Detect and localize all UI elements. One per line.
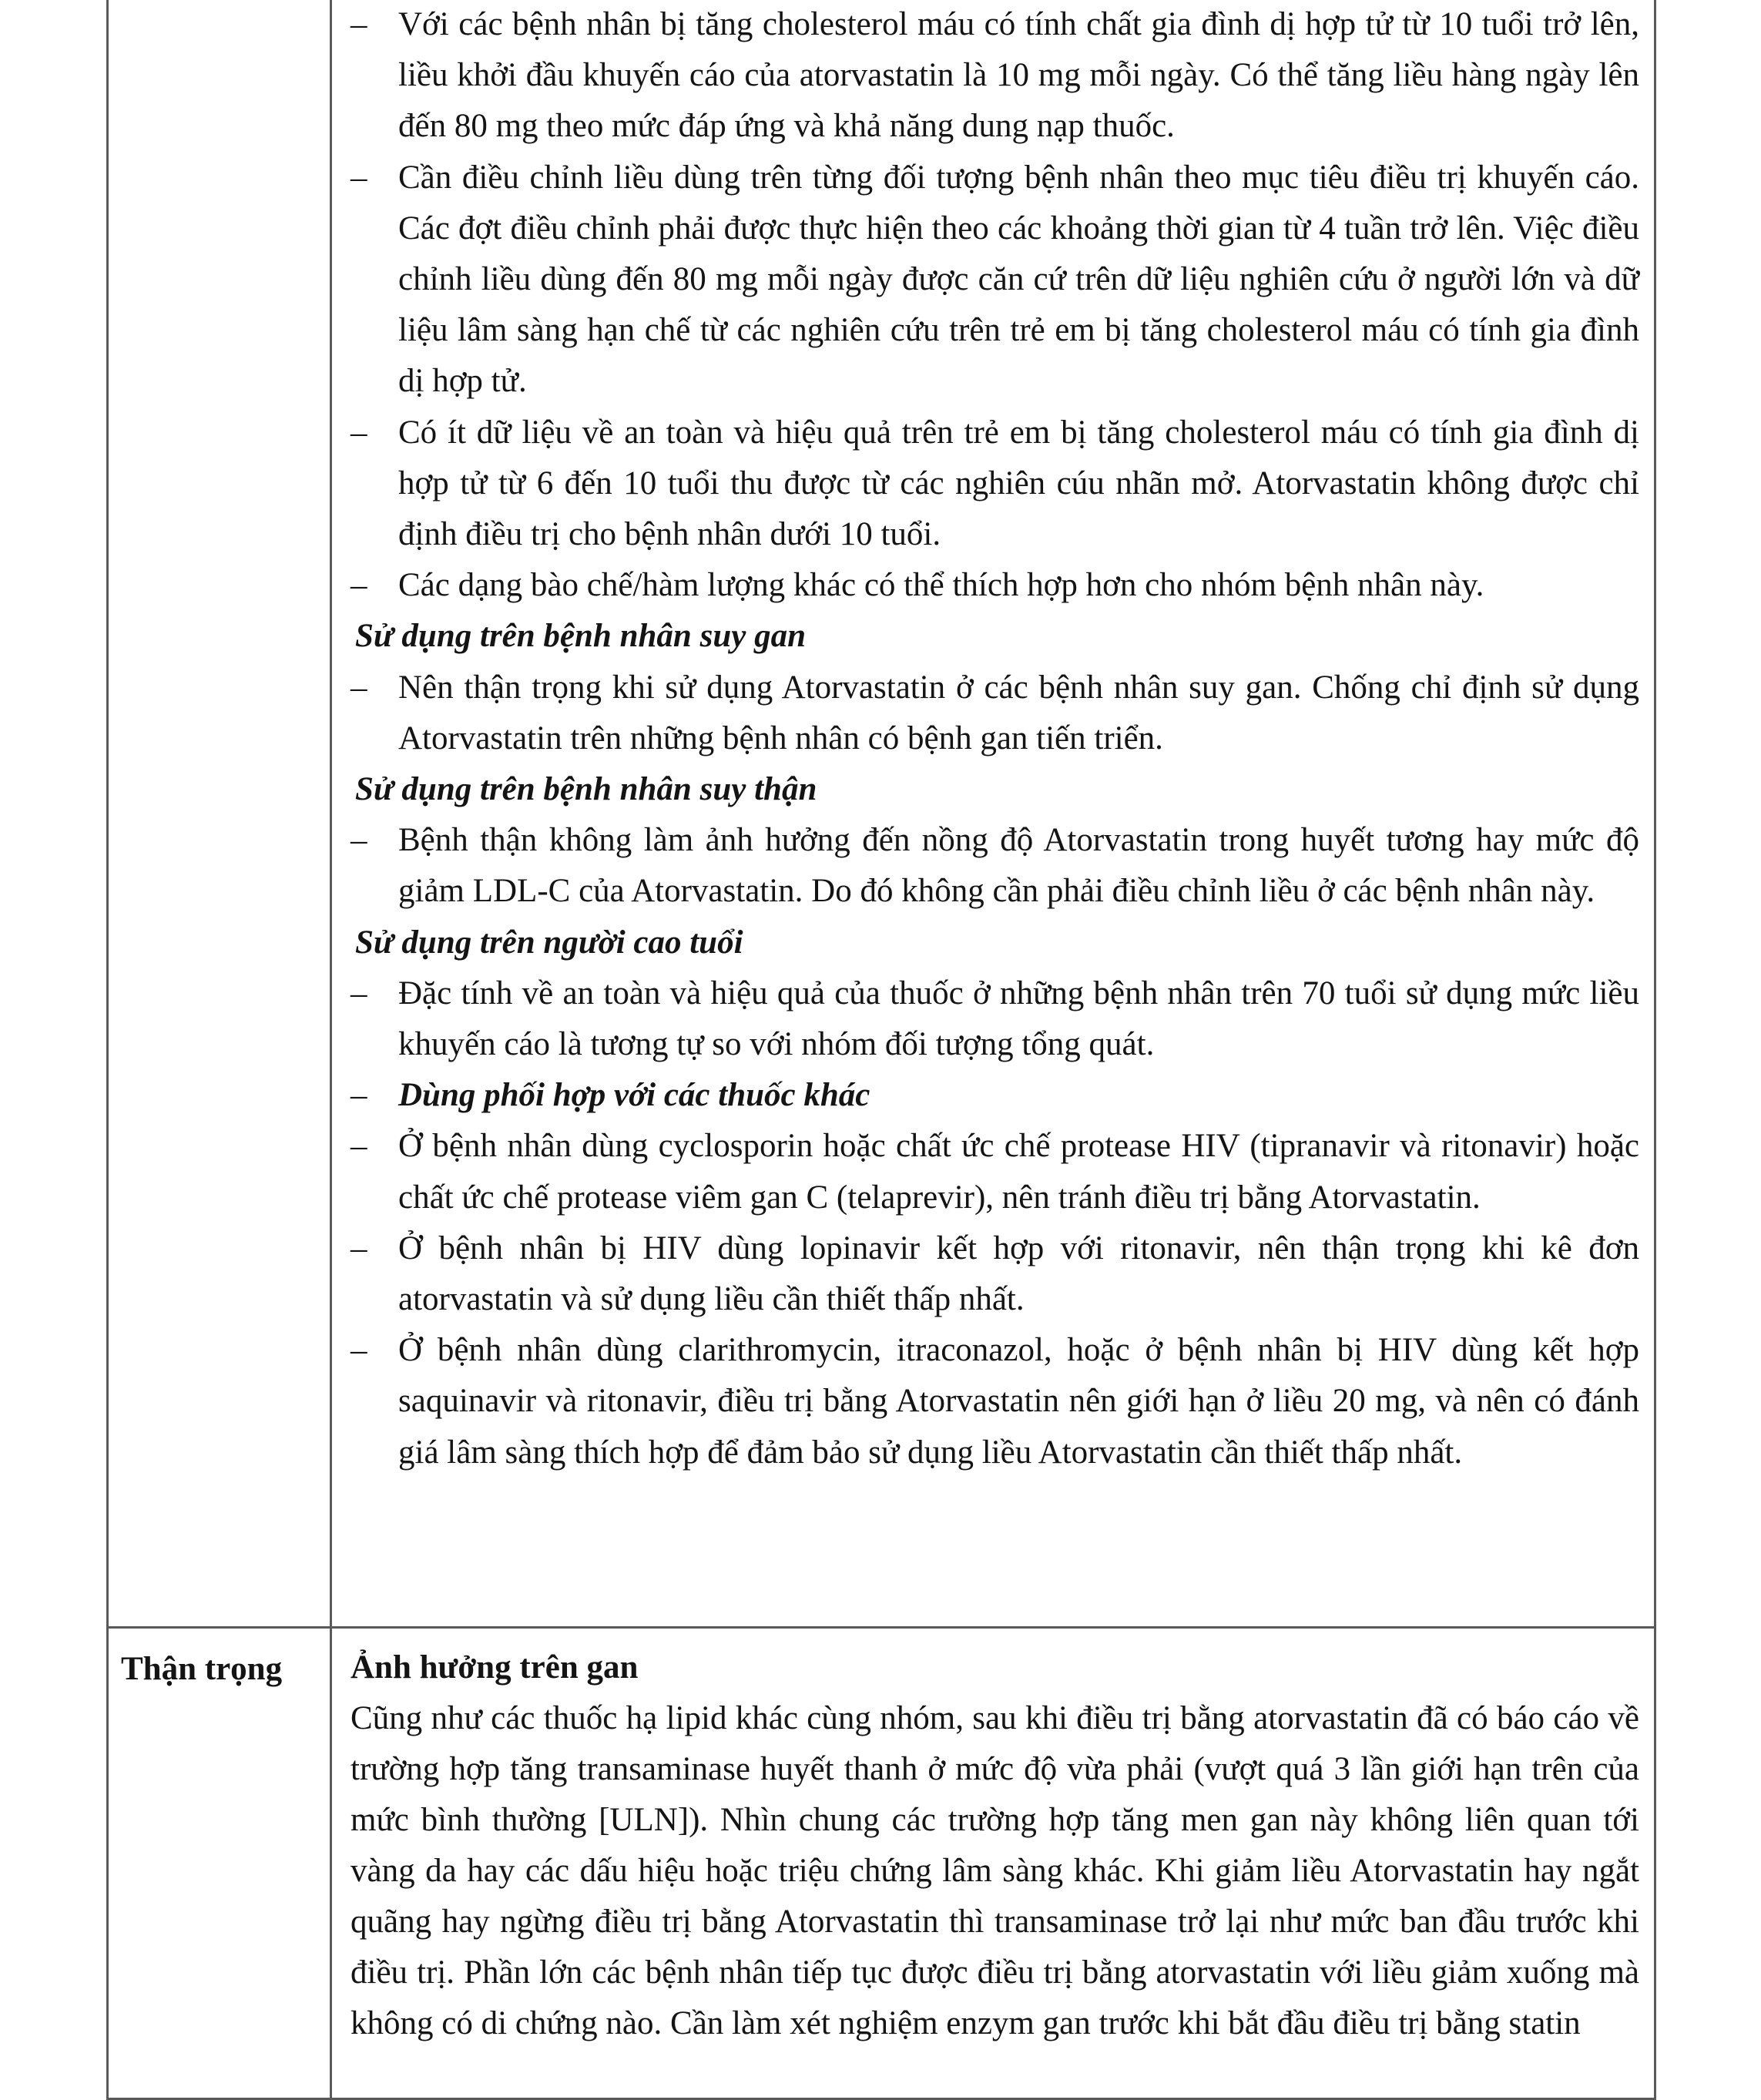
bullet-dash: –	[351, 6, 367, 42]
bullet-item-heading	[351, 1070, 1639, 1121]
dosage-cell	[332, 0, 1656, 1478]
bullet-text: Ở bệnh nhân dùng clarithromycin, itraconazol, hoặc ở bệnh nhân bị HIV dùng kết hợp saquinavir và ritonavir, điều trị bằng Atorvastatin nên giới hạn ở liều 20 mg, và nên có đánh giá lâm sàng thích hợp để đảm bảo sử dụng liều Atorvastatin cần thiết thấp nhất.	[398, 1332, 1639, 1471]
bullet-item	[351, 815, 1639, 917]
bullet-text: Các dạng bào chế/hàm lượng khác có thể thích hợp hơn cho nhóm bệnh nhân này.	[398, 567, 1484, 604]
bullet-dash: –	[351, 1128, 367, 1165]
bullet-dash: –	[351, 822, 367, 859]
bullet-text: Với các bệnh nhân bị tăng cholesterol máu có tính chất gia đình dị hợp tử từ 10 tuổi trở lên, liều khởi đầu khuyến cáo của atorvastatin là 10 mg mỗi ngày. Có thể tăng liều hàng ngày lên đến 80 mg theo mức đáp ứng và khả năng dung nạp thuốc.	[398, 6, 1639, 145]
bullet-dash: –	[351, 567, 367, 604]
bullet-text: Đặc tính về an toàn và hiệu quả của thuốc ở những bệnh nhân trên 70 tuổi sử dụng mức liều khuyến cáo là tương tự so với nhóm đối tượng tổng quát.	[398, 975, 1639, 1063]
bullet-item	[351, 560, 1639, 611]
bullet-text: Ở bệnh nhân bị HIV dùng lopinavir kết hợp với ritonavir, nên thận trọng khi kê đơn atorvastatin và sử dụng liều cần thiết thấp nhất.	[398, 1229, 1639, 1318]
caution-label: Thận trọng	[121, 1651, 283, 1687]
bullet-dash: –	[351, 414, 367, 451]
bullet-text: Có ít dữ liệu về an toàn và hiệu quả trên trẻ em bị tăng cholesterol máu có tính gia đình dị hợp tử từ 6 đến 10 tuổi thu được từ các nghiên cúu nhãn mở. Atorvastatin không được chỉ định điều trị cho bệnh nhân dưới 10 tuổi.	[398, 414, 1639, 553]
section-heading-interactions: Dùng phối hợp với các thuốc khác	[398, 1077, 870, 1114]
bullet-item	[351, 408, 1639, 561]
bullet-item	[351, 663, 1639, 764]
document-table	[106, 0, 1656, 2100]
bullet-item	[351, 1223, 1639, 1325]
bullet-item	[351, 1121, 1639, 1223]
bullet-dash: –	[351, 1229, 367, 1266]
section-heading-hepatic: Sử dụng trên bệnh nhân suy gan	[355, 618, 806, 655]
bullet-text: Bệnh thận không làm ảnh hưởng đến nồng độ Atorvastatin trong huyết tương hay mức độ giảm LDL-C của Atorvastatin. Do đó không cần phải điều chỉnh liều ở các bệnh nhân này.	[398, 822, 1639, 910]
bullet-text: Ở bệnh nhân dùng cyclosporin hoặc chất ức chế protease HIV (tipranavir và ritonavir) hoặc chất ức chế protease viêm gan C (telaprevir), nên tránh điều trị bằng Atorvastatin.	[398, 1128, 1639, 1216]
bullet-dash: –	[351, 1332, 367, 1369]
liver-effect-heading: Ảnh hưởng trên gan	[351, 1649, 639, 1686]
bullet-dash: –	[351, 159, 367, 196]
bullet-dash: –	[351, 975, 367, 1011]
bullet-item	[351, 0, 1639, 153]
bullet-text: Cần điều chỉnh liều dùng trên từng đối tượng bệnh nhân theo mục tiêu điều trị khuyến cáo. Các đợt điều chỉnh phải được thực hiện theo các khoảng thời gian từ 4 tuần trở lên. Việc điều chỉnh liều dùng đến 80 mg mỗi ngày được căn cứ trên dữ liệu nghiên cứu ở người lớn và dữ liệu lâm sàng hạn chế từ các nghiên cứu trên trẻ em bị tăng cholesterol máu có tính gia đình dị hợp tử.	[398, 159, 1639, 400]
bullet-dash: –	[351, 1077, 367, 1114]
caution-cell	[332, 1629, 1656, 2049]
caution-label-cell	[109, 1629, 330, 1695]
liver-effect-paragraph: Cũng như các thuốc hạ lipid khác cùng nhóm, sau khi điều trị bằng atorvastatin đã có báo cáo về trường hợp tăng transaminase huyết thanh ở mức độ vừa phải (vượt quá 3 lần giới hạn trên của mức bình thường [ULN]). Nhìn chung các trường hợp tăng men gan này không liên quan tới vàng da hay các dấu hiệu hoặc triệu chứng lâm sàng khác. Khi giảm liều Atorvastatin hay ngắt quãng hay ngừng điều trị bằng Atorvastatin thì transaminase trở lại như mức ban đầu trước khi điều trị. Phần lớn các bệnh nhân tiếp tục được điều trị bằng atorvastatin với liều giảm xuống mà không có di chứng nào. Cần làm xét nghiệm enzym gan trước khi bắt đầu điều trị bằng statin	[351, 1700, 1639, 2041]
section-heading-elderly: Sử dụng trên người cao tuổi	[355, 924, 743, 961]
bullet-item	[351, 1325, 1639, 1478]
bullet-item	[351, 153, 1639, 408]
section-heading-renal: Sử dụng trên bệnh nhân suy thận	[355, 771, 817, 808]
bullet-item	[351, 968, 1639, 1070]
bullet-text: Nên thận trọng khi sử dụng Atorvastatin ở các bệnh nhân suy gan. Chống chỉ định sử dụng Atorvastatin trên những bệnh nhân có bệnh gan tiến triển.	[398, 669, 1639, 756]
bullet-dash: –	[351, 669, 367, 706]
